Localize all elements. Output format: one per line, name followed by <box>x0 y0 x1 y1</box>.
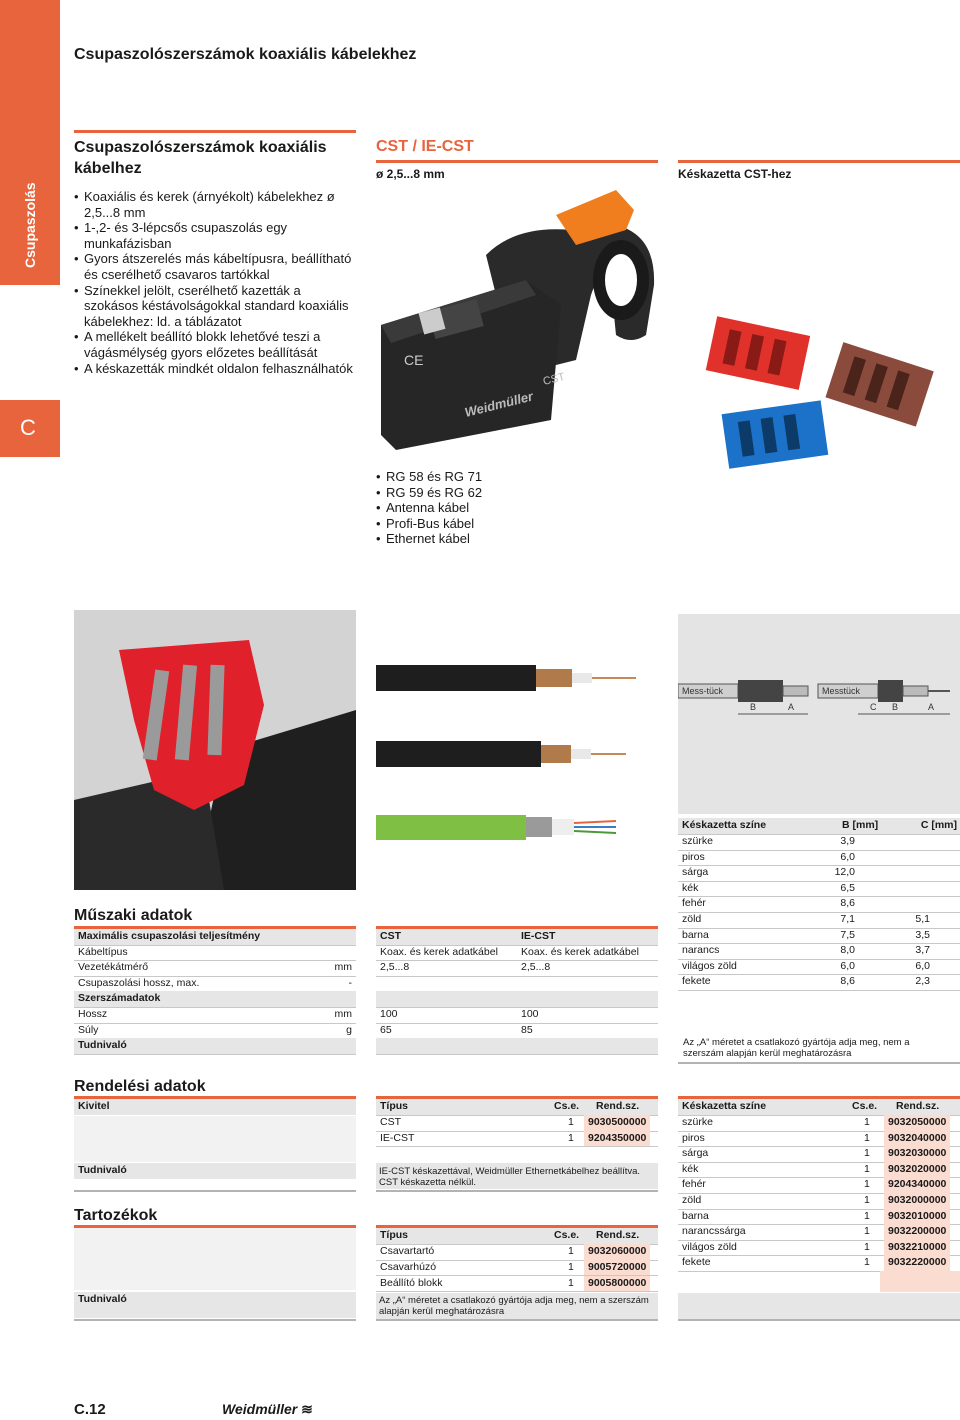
row-divider <box>376 1054 658 1055</box>
cassette-color: sárga <box>682 866 709 879</box>
order-order-number: 9204350000 <box>584 1131 650 1147</box>
order-left-rule <box>74 1190 356 1192</box>
col-header: Cs.e. <box>554 1229 580 1241</box>
cassette-b: 6,0 <box>840 959 855 972</box>
side-tab-label: Csupaszolás <box>22 182 38 268</box>
side-letter: C <box>20 415 36 440</box>
cassette-table-note: Az „A“ méretet a csatlakozó gyártója adja meg, nem a szerszám alapján kerül meghatározásra <box>683 1037 910 1059</box>
cassette-order-number: 9204340000 <box>884 1177 950 1193</box>
order-kivitel-body <box>74 1116 356 1162</box>
cassette-color: narancs <box>682 944 720 957</box>
product-title: CST / IE-CST <box>376 138 474 155</box>
tech-title: Műszaki adatok <box>74 907 193 924</box>
order-title: Rendelési adatok <box>74 1078 206 1095</box>
cassette-table-row <box>678 896 960 912</box>
col-header: B [mm] <box>842 819 879 831</box>
cassette-table-row <box>678 865 960 881</box>
accessory-type: Csavartartó <box>380 1245 435 1257</box>
col-header: Típus <box>380 1229 408 1241</box>
cassette-c: 3,7 <box>915 944 930 957</box>
cassette-order-qty: 1 <box>864 1162 870 1175</box>
tech-unit: g <box>346 1023 352 1036</box>
tech-label: Kábeltípus <box>78 945 128 958</box>
cassette-order-color: kék <box>682 1162 699 1175</box>
product-rule <box>376 160 658 163</box>
cassette-order-number: 9032030000 <box>884 1146 950 1162</box>
product-diameter: ø 2,5...8 mm <box>376 167 445 181</box>
cassette-table-row <box>678 943 960 959</box>
tool-model-text: CST <box>541 370 567 388</box>
row-divider <box>376 1146 658 1147</box>
order-type: CST <box>380 1116 401 1128</box>
intro-rule <box>74 130 356 133</box>
cassette-order-color: sárga <box>682 1147 709 1160</box>
cassette-order-qty: 1 <box>864 1209 870 1222</box>
order-header <box>376 1099 658 1115</box>
row-divider <box>74 1054 356 1055</box>
cassette-order-row <box>678 1146 960 1162</box>
cassette-table-row <box>678 928 960 944</box>
cassette-c: 3,5 <box>915 928 930 941</box>
page-title: Csupaszolószerszámok koaxiális kábelekhez <box>74 46 417 63</box>
cable-item: • RG 59 és RG 62 <box>376 485 658 501</box>
tech-label: Tudnivaló <box>78 1039 127 1052</box>
accessories-note: Az „A“ méretet a csatlakozó gyártója adja meg, nem a szerszám alapján kerül meghatározásra <box>376 1293 658 1319</box>
stripping-tool-image <box>376 185 658 455</box>
accessory-qty: 1 <box>568 1260 574 1273</box>
cassette-b: 12,0 <box>834 866 855 879</box>
cassette-color: barna <box>682 928 709 941</box>
tech-value-iecst: 85 <box>521 1023 533 1036</box>
cassette-order-number: 9032000000 <box>884 1193 950 1209</box>
cassette-order-row <box>678 1177 960 1193</box>
cassette-color: piros <box>682 850 705 863</box>
tech-unit: mm <box>334 1008 352 1020</box>
row-divider <box>376 1291 658 1292</box>
tech-unit: mm <box>334 961 352 974</box>
tech-row <box>74 991 356 1007</box>
cassette-order-qty: 1 <box>864 1131 870 1144</box>
tech-values-row <box>376 929 658 945</box>
order-type: IE-CST <box>380 1131 415 1144</box>
ce-mark: CE <box>404 352 424 368</box>
cassette-b: 8,0 <box>840 944 855 957</box>
accessory-order-number: 9005720000 <box>584 1260 650 1276</box>
tech-row <box>74 945 356 961</box>
order-table <box>376 1099 658 1149</box>
tech-values-row <box>376 991 658 1007</box>
tech-label: Súly <box>78 1023 99 1036</box>
cable-item: • Profi-Bus kábel <box>376 516 658 532</box>
cassette-order-number: 9032200000 <box>884 1224 950 1240</box>
tech-row <box>74 1007 356 1023</box>
cassette-order-header <box>678 1099 960 1115</box>
cassette-table-row <box>678 974 960 990</box>
accessories-left-rule <box>74 1319 356 1321</box>
cassette-order-number: 9032050000 <box>884 1115 950 1131</box>
cassette-c: 6,0 <box>915 959 930 972</box>
cassette-order-rule <box>678 1319 960 1321</box>
intro-bullet: • Színekkel jelölt, cserélhető kazetták a szokásos késtávolságokkal standard koaxiális kábelekhez: ld. a táblázatot <box>74 283 356 330</box>
cassette-table-row <box>678 959 960 975</box>
cassette-color: szürke <box>682 835 713 847</box>
tech-value-cst: 100 <box>380 1008 398 1020</box>
tech-value-iecst: 2,5...8 <box>521 961 551 974</box>
tech-row <box>74 976 356 992</box>
col-header: Késkazetta színe <box>682 1100 767 1112</box>
order-qty: 1 <box>568 1131 574 1144</box>
cassette-b: 7,1 <box>840 913 855 925</box>
row-divider <box>678 990 960 991</box>
order-note-row: Tudnivaló <box>74 1163 356 1179</box>
cassette-order-color: barna <box>682 1209 709 1222</box>
diagram-label-6: A <box>928 702 935 712</box>
cassette-order-qty: 1 <box>864 1147 870 1160</box>
cassette-table-header <box>678 818 960 834</box>
accessory-order-number: 9032060000 <box>584 1244 650 1260</box>
cassette-order-qty: 1 <box>864 1116 870 1128</box>
accessories-note-row: Tudnivaló <box>74 1292 356 1318</box>
page-number: C.12 <box>74 1401 106 1418</box>
intro-title: Csupaszolószerszámok koaxiális kábelhez <box>74 139 327 177</box>
footer-logo-text: Weidmüller <box>222 1401 298 1417</box>
cassette-closeup-image <box>74 610 356 890</box>
tech-row <box>74 929 356 945</box>
cassette-order-number: 9032220000 <box>884 1255 950 1271</box>
cassette-order-number: 9032210000 <box>884 1240 950 1256</box>
accessories-table <box>376 1228 658 1292</box>
cable-item: • Antenna kábel <box>376 500 658 516</box>
col-header: Cs.e. <box>554 1100 580 1112</box>
cassette-c: 2,3 <box>915 975 930 988</box>
tech-values-row <box>376 1007 658 1023</box>
tech-value-iecst: Koax. és kerek adatkábel <box>521 945 639 958</box>
order-mid-rule <box>376 1190 658 1192</box>
cassette-table-row <box>678 850 960 866</box>
cassette-color: zöld <box>682 913 702 925</box>
col-header: Késkazetta színe <box>682 819 767 831</box>
tech-value-cst: Koax. és kerek adatkábel <box>380 945 498 958</box>
cable-item: • Ethernet kábel <box>376 531 658 547</box>
cassette-order-row <box>678 1209 960 1225</box>
cassette-order-qty: 1 <box>864 1194 870 1206</box>
tech-label: Maximális csupaszolási teljesítmény <box>78 930 261 942</box>
col-header: Rend.sz. <box>596 1229 640 1241</box>
col-header: Cs.e. <box>852 1100 878 1112</box>
order-note: IE-CST késkazettával, Weidmüller Ethernetkábelhez beállítva. CST késkazetta nélkül. <box>376 1163 658 1189</box>
cable-list <box>376 469 658 547</box>
cassette-order-color: szürke <box>682 1116 713 1128</box>
tool-brand-text: Weidmüller <box>463 388 535 420</box>
cassette-order-color: fehér <box>682 1178 706 1191</box>
cassette-order-number: 9032010000 <box>884 1209 950 1225</box>
diagram-label-3: A <box>788 702 795 712</box>
cassette-b: 6,0 <box>840 850 855 863</box>
intro-bullet: • A mellékelt beállító blokk lehetővé teszi a vágásmélység gyors előzetes beállítását <box>74 329 356 360</box>
cassette-order-row <box>678 1193 960 1209</box>
cassette-order-row <box>678 1131 960 1147</box>
tech-table <box>74 929 658 1054</box>
intro-bullet: • Koaxiális és kerek (árnyékolt) kábelekhez ø 2,5...8 mm <box>74 189 356 220</box>
accessories-mid-rule <box>376 1319 658 1321</box>
order-row <box>376 1131 658 1147</box>
cable-item: • RG 58 és RG 71 <box>376 469 658 485</box>
diagram-label-4: C <box>870 702 877 712</box>
accessories-title: Tartozékok <box>74 1207 158 1224</box>
intro-bullet: • A késkazetták mindkét oldalon felhasználhatók <box>74 361 356 377</box>
cassette-order-qty: 1 <box>864 1178 870 1191</box>
cassette-order-row <box>678 1255 960 1271</box>
accessory-header <box>376 1228 658 1244</box>
accessory-order-number: 9005800000 <box>584 1276 650 1292</box>
cassette-b: 8,6 <box>840 975 855 988</box>
cassette-order-footer <box>678 1293 960 1319</box>
cassette-color: világos zöld <box>682 959 737 972</box>
cassette-order-row <box>678 1162 960 1178</box>
cassettes-image <box>700 315 940 475</box>
cassette-order-number: 9032020000 <box>884 1162 950 1178</box>
cassette-order-number: 9032040000 <box>884 1131 950 1147</box>
cassette-order-row <box>678 1224 960 1240</box>
cassette-rule <box>678 160 960 163</box>
accessory-row <box>376 1260 658 1276</box>
diagram-label-5: B <box>892 702 899 712</box>
tech-values-row <box>376 960 658 976</box>
cassette-order-color: piros <box>682 1131 705 1144</box>
tech-value-cst: 65 <box>380 1023 392 1036</box>
cassette-heading: Késkazetta CST-hez <box>678 167 792 181</box>
cassette-table-row <box>678 881 960 897</box>
col-header: C [mm] <box>920 819 957 831</box>
cassette-order-color: világos zöld <box>682 1240 737 1253</box>
col-header: Típus <box>380 1100 408 1112</box>
cassette-b: 8,6 <box>840 897 855 910</box>
tech-values-row <box>376 945 658 961</box>
cable-dimension-diagram <box>678 614 960 814</box>
cassette-order-qty: 1 <box>864 1256 870 1269</box>
cassette-b: 7,5 <box>840 928 855 941</box>
cassette-order-color: zöld <box>682 1194 702 1206</box>
cassette-table-rule <box>678 1062 960 1064</box>
intro-bullets <box>74 189 356 376</box>
accessory-type: Csavarhúzó <box>380 1260 437 1273</box>
col-header: Rend.sz. <box>896 1100 940 1112</box>
tech-label: Csupaszolási hossz, max. <box>78 976 200 989</box>
weidmuller-logo-icon: ≋ <box>301 1401 313 1417</box>
tech-row <box>74 960 356 976</box>
intro-bullet: • Gyors átszerelés más kábeltípusra, beállítható és cserélhető csavaros tartókkal <box>74 251 356 282</box>
cassette-color: kék <box>682 881 699 894</box>
order-kivitel-row: Kivitel <box>74 1099 356 1115</box>
cassette-order-color: fekete <box>682 1256 711 1269</box>
accessory-type: Beállító blokk <box>380 1276 443 1289</box>
tech-values-row <box>376 1023 658 1039</box>
tech-row <box>74 1038 356 1054</box>
diagram-label-2: B <box>750 702 757 712</box>
footer-logo <box>222 1401 313 1418</box>
cassette-table-row <box>678 912 960 928</box>
accessories-left-body <box>74 1228 356 1290</box>
cassette-dimension-table <box>678 818 960 998</box>
cassette-order-color: narancssárga <box>682 1225 746 1238</box>
accessory-row <box>376 1276 658 1292</box>
cassette-b: 3,9 <box>840 835 855 847</box>
tech-value-iecst: 100 <box>521 1008 539 1020</box>
accessory-qty: 1 <box>568 1276 574 1289</box>
cassette-order-row <box>678 1240 960 1256</box>
cassette-order-table <box>678 1099 960 1292</box>
tech-unit: - <box>348 976 352 989</box>
diagram-label-1: Messtück <box>822 686 861 696</box>
cassette-order-qty: 1 <box>864 1225 870 1238</box>
order-row <box>376 1115 658 1131</box>
tech-values-row <box>376 976 658 992</box>
order-spacer <box>376 1150 658 1162</box>
cassette-color: fehér <box>682 897 706 910</box>
intro-bullet: • 1-,2- és 3-lépcsős csupaszolás egy munkafázisban <box>74 220 356 251</box>
order-qty: 1 <box>568 1116 574 1128</box>
col-header: Rend.sz. <box>596 1100 640 1112</box>
tech-values-row <box>376 1038 658 1054</box>
cassette-order-row <box>678 1115 960 1131</box>
accessory-qty: 1 <box>568 1245 574 1257</box>
cassette-table-row <box>678 834 960 850</box>
order-order-number: 9030500000 <box>584 1115 650 1131</box>
tech-value-iecst: IE-CST <box>521 930 556 942</box>
tech-value-cst: 2,5...8 <box>380 961 410 974</box>
order-number-column-fill <box>880 1271 960 1292</box>
tech-label: Szerszámadatok <box>78 992 161 1005</box>
tech-label: Vezetékátmérő <box>78 961 149 974</box>
accessory-row <box>376 1244 658 1260</box>
diagram-label-0: Mess-tück <box>682 686 724 696</box>
cassette-order-qty: 1 <box>864 1240 870 1253</box>
tech-label: Hossz <box>78 1008 108 1020</box>
tech-value-cst: CST <box>380 930 401 942</box>
cassette-c: 5,1 <box>915 913 930 925</box>
cassette-b: 6,5 <box>840 881 855 894</box>
cable-images <box>376 655 658 840</box>
cassette-color: fekete <box>682 975 711 988</box>
tech-row <box>74 1023 356 1039</box>
